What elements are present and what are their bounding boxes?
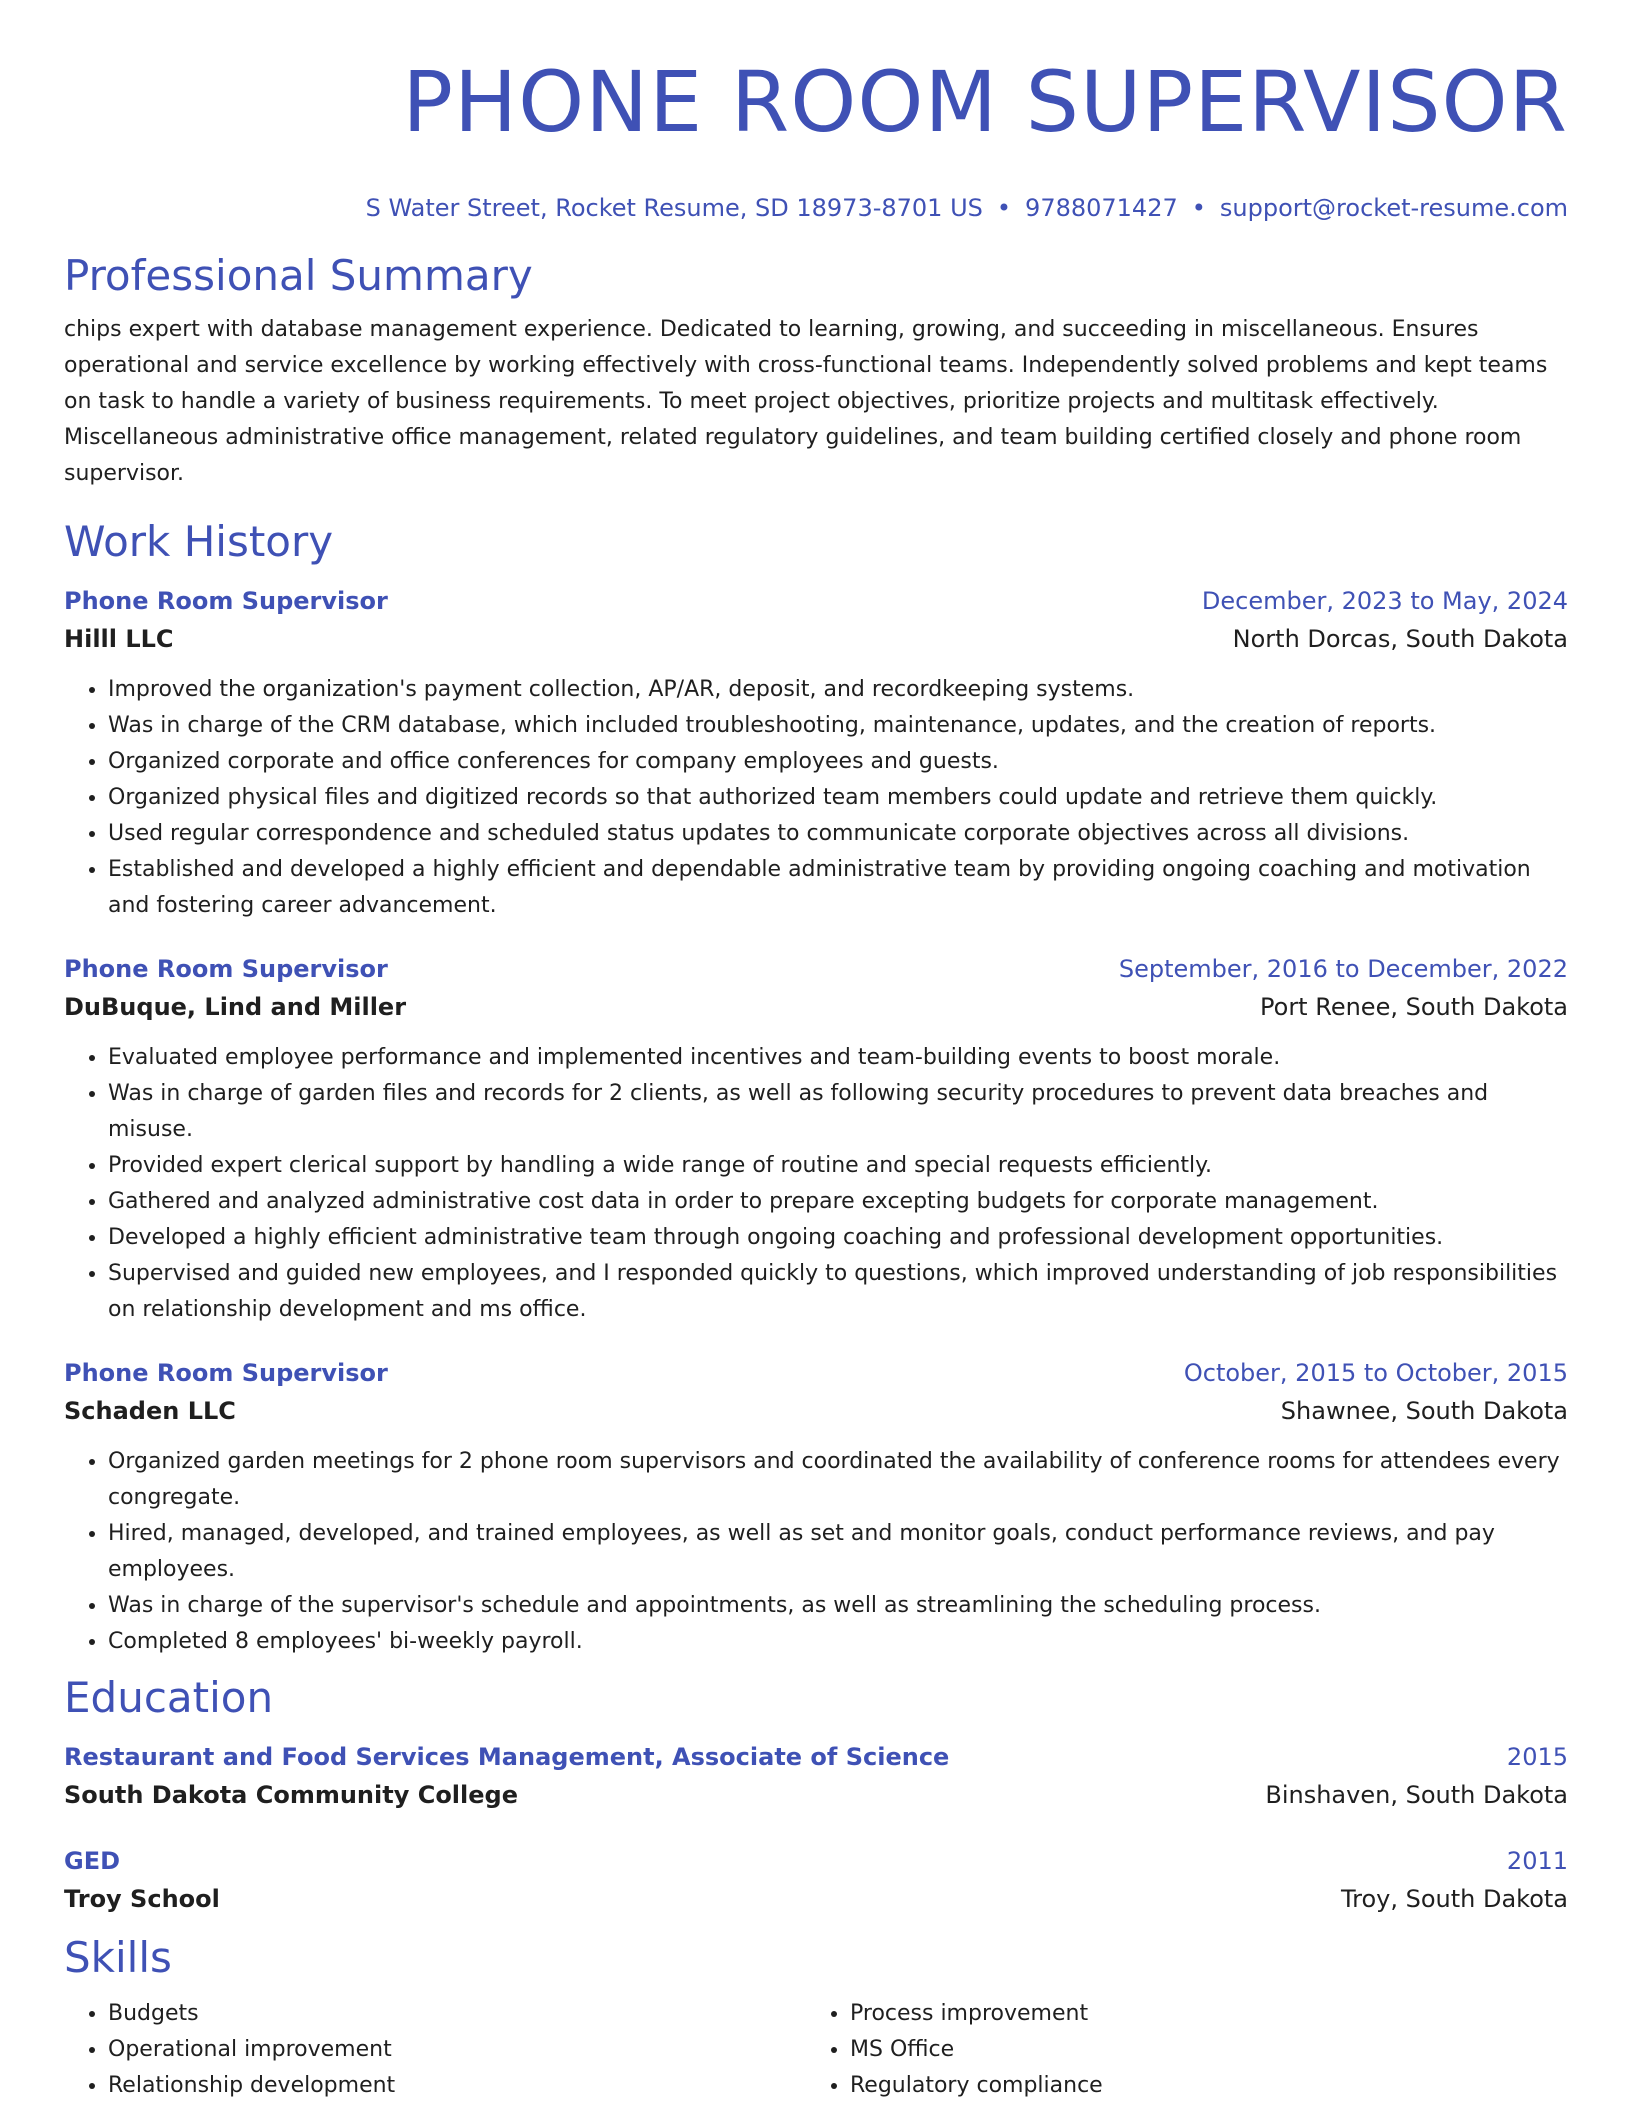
skills-columns xyxy=(64,1996,1568,2104)
job-bullet: • Was in charge of the supervisor's schedule and appointments, as well as streamlining the scheduling process. xyxy=(108,1588,1568,1624)
education-degree: GED xyxy=(64,1847,121,1875)
section-heading-work: Work History xyxy=(64,517,334,566)
job-entry xyxy=(64,950,1568,1328)
education-location: Binshaven, South Dakota xyxy=(1265,1781,1568,1809)
job-bullet: • Hired, managed, developed, and trained employees, as well as set and monitor goals, conduct performance reviews, and pay employees. xyxy=(108,1516,1568,1588)
job-company: DuBuque, Lind and Miller xyxy=(64,993,407,1021)
job-bullet: • Supervised and guided new employees, and I responded quickly to questions, which improved understanding of job responsibilities on relationship development and ms office. xyxy=(108,1256,1568,1328)
job-bullet: • Was in charge of the CRM database, which included troubleshooting, maintenance, updates, and the creation of reports. xyxy=(108,708,1568,744)
job-company: Schaden LLC xyxy=(64,1397,236,1425)
education-school: Troy School xyxy=(64,1885,220,1913)
education-section xyxy=(64,1672,1568,1918)
skills-section xyxy=(64,1932,1568,2104)
job-dates: December, 2023 to May, 2024 xyxy=(1201,587,1568,615)
job-bullet: • Evaluated employee performance and implemented incentives and team-building events to boost morale. xyxy=(108,1040,1568,1076)
summary-text: chips expert with database management experience. Dedicated to learning, growing, and succeeding in miscellaneous. Ensures operational and service excellence by working effectively with cross-functional teams. Independently solved problems and kept teams on task to handle a variety of business requirements. To meet project objectives, prioritize projects and multitask effectively. Miscellaneous administrative office management, related regulatory guidelines, and team building certified closely and phone room supervisor. xyxy=(64,317,1548,486)
job-bullets xyxy=(64,1040,1568,1328)
job-bullet: • Developed a highly efficient administrative team through ongoing coaching and professional development opportunities. xyxy=(108,1220,1568,1256)
education-year: 2015 xyxy=(1506,1743,1568,1771)
education-degree: Restaurant and Food Services Management, Associate of Science xyxy=(64,1743,950,1771)
job-bullet: • Gathered and analyzed administrative cost data in order to prepare excepting budgets for corporate management. xyxy=(108,1184,1568,1220)
job-location: Shawnee, South Dakota xyxy=(1280,1397,1568,1425)
job-bullet: • Provided expert clerical support by handling a wide range of routine and special requests efficiently. xyxy=(108,1148,1568,1184)
job-bullet: • Established and developed a highly efficient and dependable administrative team by providing ongoing coaching and motivation and fostering career advancement. xyxy=(108,852,1568,924)
section-heading-skills: Skills xyxy=(64,1933,172,1982)
summary-section xyxy=(64,250,1568,492)
job-entry xyxy=(64,582,1568,924)
education-entry xyxy=(64,1842,1568,1918)
job-bullets xyxy=(64,672,1568,924)
job-dates: September, 2016 to December, 2022 xyxy=(1118,955,1568,983)
contact-separator: • xyxy=(1191,194,1206,222)
skill-item: • Operational improvement xyxy=(108,2032,806,2068)
job-bullets xyxy=(64,1444,1568,1660)
work-history-section xyxy=(64,516,1568,1660)
job-title: Phone Room Supervisor xyxy=(64,587,388,615)
skill-item: • Budgets xyxy=(108,1996,806,2032)
education-school: South Dakota Community College xyxy=(64,1781,518,1809)
education-year: 2011 xyxy=(1506,1847,1568,1875)
skills-list-left xyxy=(64,1996,806,2104)
skill-item: • Relationship development xyxy=(108,2068,806,2104)
job-dates: October, 2015 to October, 2015 xyxy=(1183,1359,1568,1387)
job-title: Phone Room Supervisor xyxy=(64,1359,388,1387)
resume-name: PHONE ROOM SUPERVISOR xyxy=(402,53,1568,151)
contact-separator: • xyxy=(996,194,1012,222)
contact-email: support@rocket-resume.com xyxy=(1219,194,1568,222)
job-location: North Dorcas, South Dakota xyxy=(1232,625,1568,653)
section-heading-education: Education xyxy=(64,1673,274,1722)
skill-item: • Process improvement xyxy=(850,1996,1548,2032)
job-entry xyxy=(64,1354,1568,1660)
education-entry xyxy=(64,1738,1568,1814)
job-bullet: • Organized physical files and digitized records so that authorized team members could update and retrieve them quickly. xyxy=(108,780,1568,816)
skill-item: • MS Office xyxy=(850,2032,1548,2068)
job-bullet: • Was in charge of garden files and records for 2 clients, as well as following security procedures to prevent data breaches and misuse. xyxy=(108,1076,1568,1148)
job-title: Phone Room Supervisor xyxy=(64,955,388,983)
education-location: Troy, South Dakota xyxy=(1340,1885,1568,1913)
job-company: Hilll LLC xyxy=(64,625,174,653)
section-heading-summary: Professional Summary xyxy=(64,251,533,300)
skill-item: • Regulatory compliance xyxy=(850,2068,1548,2104)
contact-phone: 9788071427 xyxy=(1025,194,1178,222)
contact-address: S Water Street, Rocket Resume, SD 18973-8701 US xyxy=(365,194,983,222)
job-bullet: • Completed 8 employees' bi-weekly payroll. xyxy=(108,1624,1568,1660)
skills-list-right xyxy=(806,1996,1548,2104)
job-location: Port Renee, South Dakota xyxy=(1260,993,1568,1021)
job-bullet: • Used regular correspondence and scheduled status updates to communicate corporate objectives across all divisions. xyxy=(108,816,1568,852)
job-bullet: • Organized corporate and office conferences for company employees and guests. xyxy=(108,744,1568,780)
job-bullet: • Improved the organization's payment collection, AP/AR, deposit, and recordkeeping systems. xyxy=(108,672,1568,708)
contact-line xyxy=(64,192,1568,224)
job-bullet: • Organized garden meetings for 2 phone room supervisors and coordinated the availability of conference rooms for attendees every congregate. xyxy=(108,1444,1568,1516)
